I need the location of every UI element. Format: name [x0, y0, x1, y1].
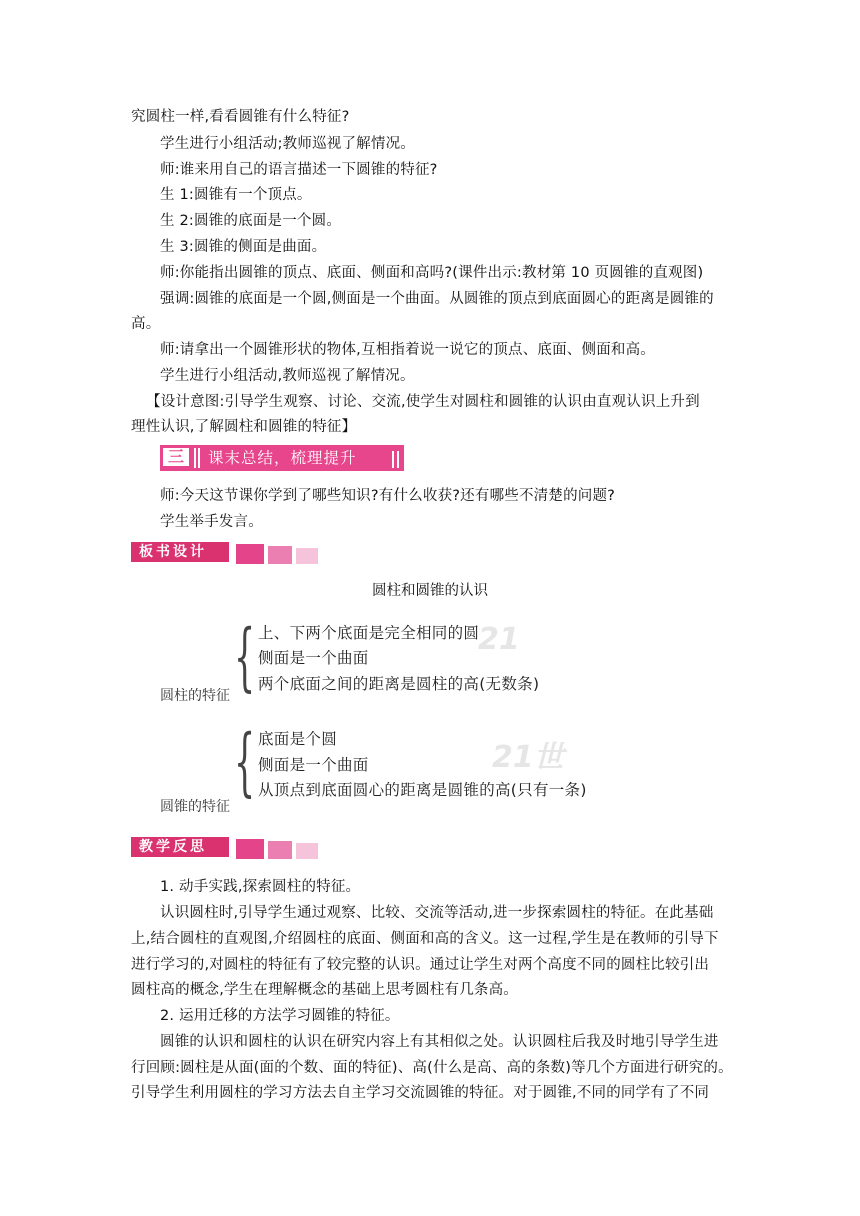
cone-label: 圆锥的特征	[160, 799, 230, 815]
watermark: 21	[478, 622, 520, 657]
heading-square	[268, 841, 292, 859]
watermark: 21世	[492, 740, 564, 775]
reflection-heading: 教学反思	[131, 837, 229, 857]
heading-square	[236, 544, 264, 564]
banner-stripe	[397, 451, 399, 468]
brace-icon: {	[234, 719, 256, 805]
paragraph: 引导学生利用圆柱的学习方法去自主学习交流圆锥的特征。对于圆锥,不同的同学有了不同	[131, 1085, 710, 1101]
paragraph: 学生进行小组活动;教师巡视了解情况。	[160, 136, 415, 152]
paragraph: 行回顾:圆柱是从面(面的个数、面的特征)、高(什么是高、高的条数)等几个方面进行研究的。	[131, 1060, 733, 1076]
banner-stripe	[392, 451, 394, 468]
paragraph: 认识圆柱时,引导学生通过观察、比较、交流等活动,进一步探索圆柱的特征。在此基础	[160, 905, 714, 921]
section-banner	[160, 445, 404, 471]
paragraph: 学生进行小组活动,教师巡视了解情况。	[160, 368, 415, 384]
paragraph: 师:今天这节课你学到了哪些知识?有什么收获?还有哪些不清楚的问题?	[160, 488, 616, 504]
paragraph: 究圆柱一样,看看圆锥有什么特征?	[131, 109, 350, 125]
brace-icon: {	[234, 614, 256, 700]
paragraph: 【设计意图:引导学生观察、讨论、交流,使学生对圆柱和圆锥的认识由直观认识上升到	[146, 394, 700, 410]
paragraph: 理性认识,了解圆柱和圆锥的特征】	[131, 419, 357, 435]
paragraph: 生 2:圆锥的底面是一个圆。	[160, 213, 342, 229]
paragraph: 高。	[131, 316, 161, 332]
paragraph: 圆柱高的概念,学生在理解概念的基础上思考圆柱有几条高。	[131, 982, 519, 998]
paragraph: 圆锥的认识和圆柱的认识在研究内容上有其相似之处。认识圆柱后我及时地引导学生进	[160, 1034, 719, 1050]
board-line: 上、下两个底面是完全相同的圆	[258, 624, 480, 642]
board-line: 底面是个圆	[258, 730, 338, 748]
banner-stripes	[194, 448, 202, 468]
paragraph: 1. 动手实践,探索圆柱的特征。	[160, 879, 361, 895]
heading-square	[236, 839, 264, 859]
paragraph: 师:请拿出一个圆锥形状的物体,互相指着说一说它的顶点、底面、侧面和高。	[160, 342, 655, 358]
section-title: 课末总结，梳理提升	[208, 449, 357, 467]
heading-square	[296, 548, 318, 564]
heading-square	[296, 843, 318, 859]
paragraph: 学生举手发言。	[160, 514, 263, 530]
cylinder-label: 圆柱的特征	[160, 688, 230, 704]
paragraph: 生 1:圆锥有一个顶点。	[160, 187, 312, 203]
heading-square	[268, 546, 292, 564]
paragraph: 师:谁来用自己的语言描述一下圆锥的特征?	[160, 162, 438, 178]
section-number: 三	[162, 447, 190, 467]
board-line: 侧面是一个曲面	[258, 756, 369, 774]
board-line: 侧面是一个曲面	[258, 649, 369, 667]
paragraph: 生 3:圆锥的侧面是曲面。	[160, 239, 327, 255]
board-title: 圆柱和圆锥的认识	[372, 583, 488, 599]
paragraph: 强调:圆锥的底面是一个圆,侧面是一个曲面。从圆锥的顶点到底面圆心的距离是圆锥的	[160, 291, 714, 307]
board-line: 两个底面之间的距离是圆柱的高(无数条)	[258, 675, 540, 693]
board-line: 从顶点到底面圆心的距离是圆锥的高(只有一条)	[258, 781, 587, 799]
board-design-heading: 板书设计	[131, 542, 229, 562]
paragraph: 上,结合圆柱的直观图,介绍圆柱的底面、侧面和高的含义。这一过程,学生是在教师的引导下	[131, 931, 719, 947]
paragraph: 进行学习的,对圆柱的特征有了较完整的认识。通过让学生对两个高度不同的圆柱比较引出	[131, 957, 710, 973]
paragraph: 2. 运用迁移的方法学习圆锥的特征。	[160, 1008, 400, 1024]
paragraph: 师:你能指出圆锥的顶点、底面、侧面和高吗?(课件出示:教材第 10 页圆锥的直观图)	[160, 265, 704, 281]
